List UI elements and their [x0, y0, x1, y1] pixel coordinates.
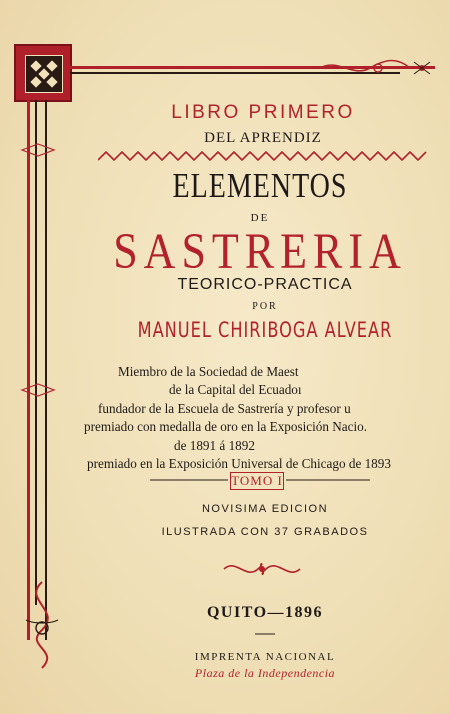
corner-ornament-inner	[25, 55, 63, 93]
edition-label: NOVISIMA EDICION	[201, 503, 329, 515]
ornament-dot	[46, 76, 57, 87]
small-rule	[255, 631, 275, 637]
left-black-rule	[45, 100, 47, 640]
author-credentials	[80, 363, 430, 473]
credential-line: de 1891 á 1892	[174, 437, 255, 453]
book-part-subtitle: DEL APRENDIZ	[204, 130, 322, 146]
ornament-dot	[30, 76, 41, 87]
bottom-left-flourish	[12, 580, 72, 670]
side-ornament	[18, 140, 58, 160]
volume-label: TOMO I	[231, 473, 283, 488]
ornament-dot	[30, 60, 41, 71]
book-part-label: LIBRO PRIMERO	[171, 102, 355, 123]
place-year: QUITO—1896	[206, 604, 324, 621]
title-top: ELEMENTOS	[172, 167, 348, 206]
subtitle: TEORICO-PRACTICA	[177, 276, 353, 293]
top-flourish-ornament	[318, 56, 438, 80]
printer-address: Plaza de la Independencia	[194, 666, 336, 680]
title-connector: DE	[250, 212, 270, 224]
zigzag-divider	[98, 150, 428, 162]
illustrations-label: ILUSTRADA CON 37 GRABADOS	[161, 526, 369, 538]
credential-line: Miembro de la Sociedad de Maest	[118, 364, 299, 379]
ornament-dot	[38, 68, 49, 79]
left-red-rule	[27, 100, 30, 640]
author-name: MANUEL CHIRIBOGA ALVEAR	[137, 318, 393, 344]
side-ornament	[18, 380, 58, 400]
ornament-dot	[46, 60, 57, 71]
center-flourish-ornament	[222, 556, 302, 582]
corner-ornament	[14, 44, 72, 102]
credential-line: premiado en la Exposición Universal de Chicago de 1893	[87, 456, 391, 472]
by-label: POR	[252, 301, 278, 312]
left-black-rule	[35, 100, 37, 605]
printer-name: IMPRENTA NACIONAL	[194, 651, 336, 663]
main-title: SASTRERIA	[113, 223, 407, 280]
credential-line: fundador de la Escuela de Sastrería y profesor u	[98, 400, 351, 416]
credential-line: premiado con medalla de oro en la Exposición Nacio.	[84, 419, 368, 435]
credential-line: de la Capital del Ecuadoı	[169, 382, 302, 398]
